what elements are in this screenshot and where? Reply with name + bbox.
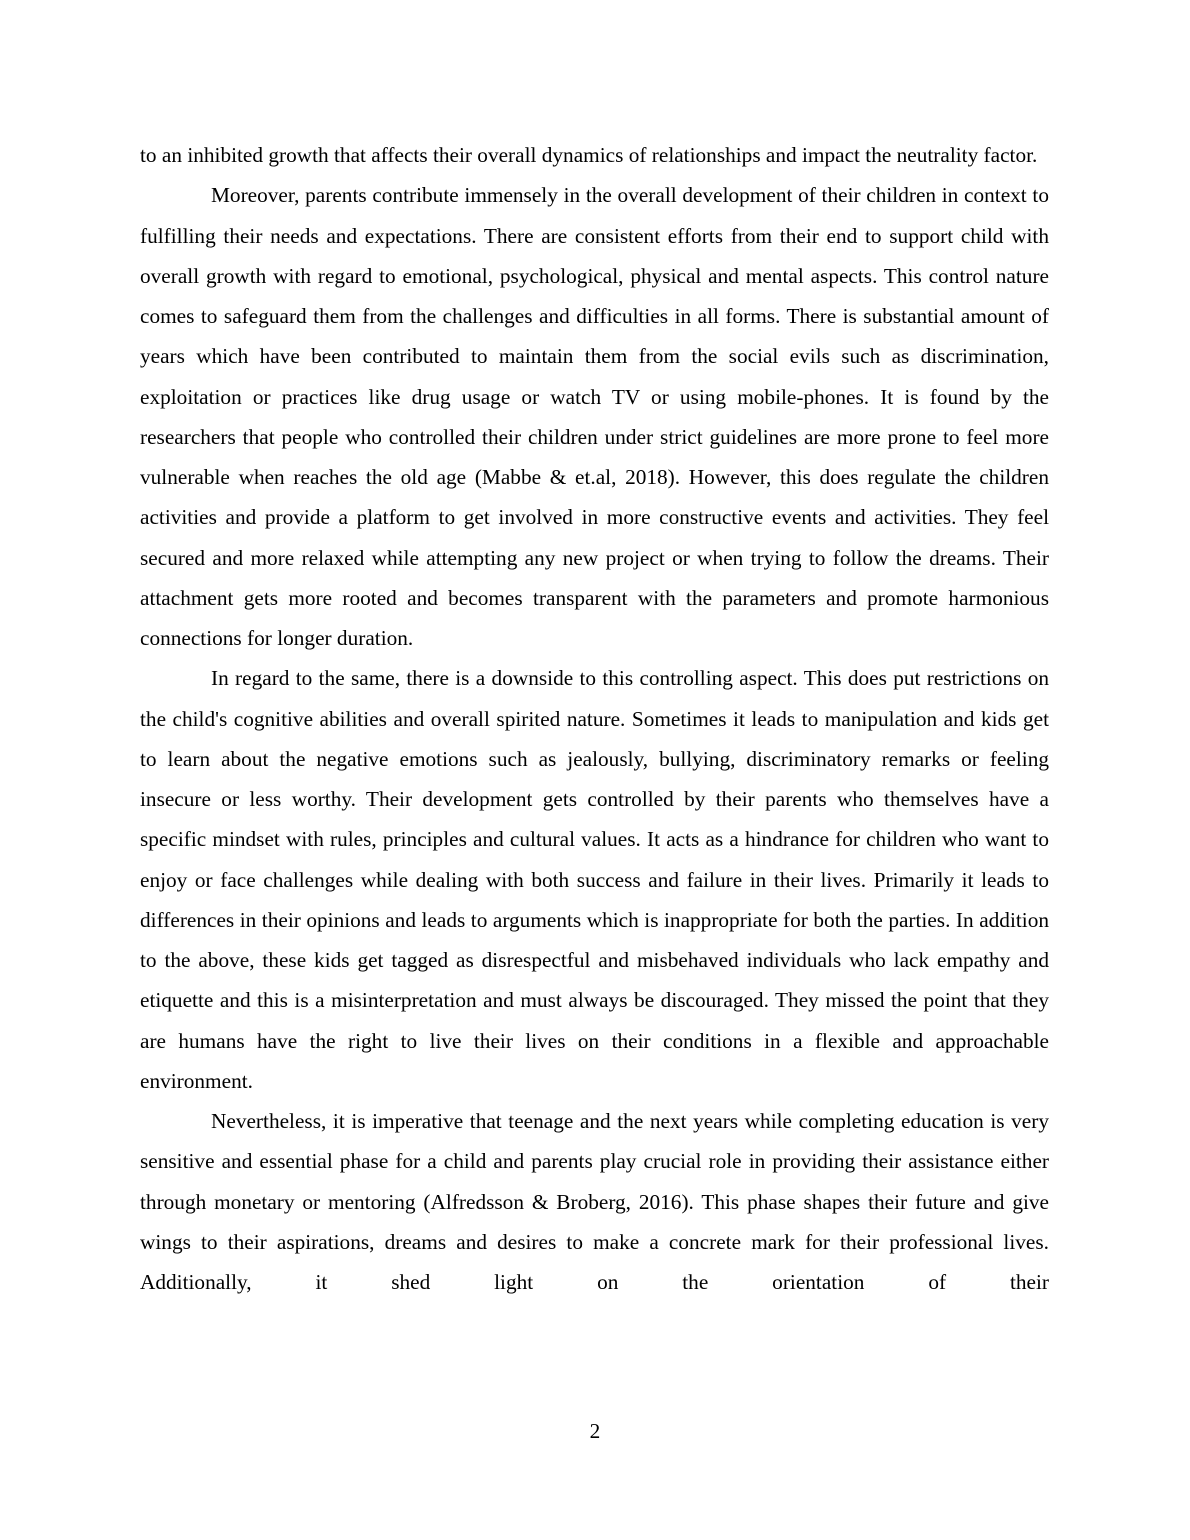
page-number: 2: [589, 1419, 601, 1443]
paragraph-parental-contribution: Moreover, parents contribute immensely in the overall development of their children in context to fulfilling their needs and expectations. There are consistent efforts from their end to support child with overall growth with regard to emotional, psychological, physical and mental aspects. This control nature comes to safeguard them from the challenges and difficulties in all forms. There is substantial amount of years which have been contributed to maintain them from the social evils such as discrimination, exploitation or practices like drug usage or watch TV or using mobile-phones. It is found by the researchers that people who controlled their children under strict guidelines are more prone to feel more vulnerable when reaches the old age (Mabbe & et.al, 2018). However, this does regulate the children activities and provide a platform to get involved in more constructive events and activities. They feel secured and more relaxed while attempting any new project or when trying to follow the dreams. Their attachment gets more rooted and becomes transparent with the parameters and promote harmonious connections for longer duration.: [140, 183, 1049, 650]
paragraph-nevertheless: Nevertheless, it is imperative that teenage and the next years while completing education is very sensitive and essential phase for a child and parents play crucial role in providing their assistance either through monetary or mentoring (Alfredsson & Broberg, 2016). This phase shapes their future and give wings to their aspirations, dreams and desires to make a concrete mark for their professional lives. Additionally, it shed light on the orientation of their: [140, 1109, 1049, 1294]
paragraph-downside: In regard to the same, there is a downside to this controlling aspect. This does put restrictions on the child's cognitive abilities and overall spirited nature. Sometimes it leads to manipulation and kids get to learn about the negative emotions such as jealously, bullying, discriminatory remarks or feeling insecure or less worthy. Their development gets controlled by their parents who themselves have a specific mindset with rules, principles and cultural values. It acts as a hindrance for children who want to enjoy or face challenges while dealing with both success and failure in their lives. Primarily it leads to differences in their opinions and leads to arguments which is inappropriate for both the parties. In addition to the above, these kids get tagged as disrespectful and misbehaved individuals who lack empathy and etiquette and this is a misinterpretation and must always be discouraged. They missed the point that they are humans have the right to live their lives on their conditions in a flexible and approachable environment.: [140, 666, 1049, 1093]
body-text: [140, 135, 1049, 1302]
paragraph-continuation: to an inhibited growth that affects their overall dynamics of relationships and impact the neutrality factor.: [140, 143, 1038, 167]
